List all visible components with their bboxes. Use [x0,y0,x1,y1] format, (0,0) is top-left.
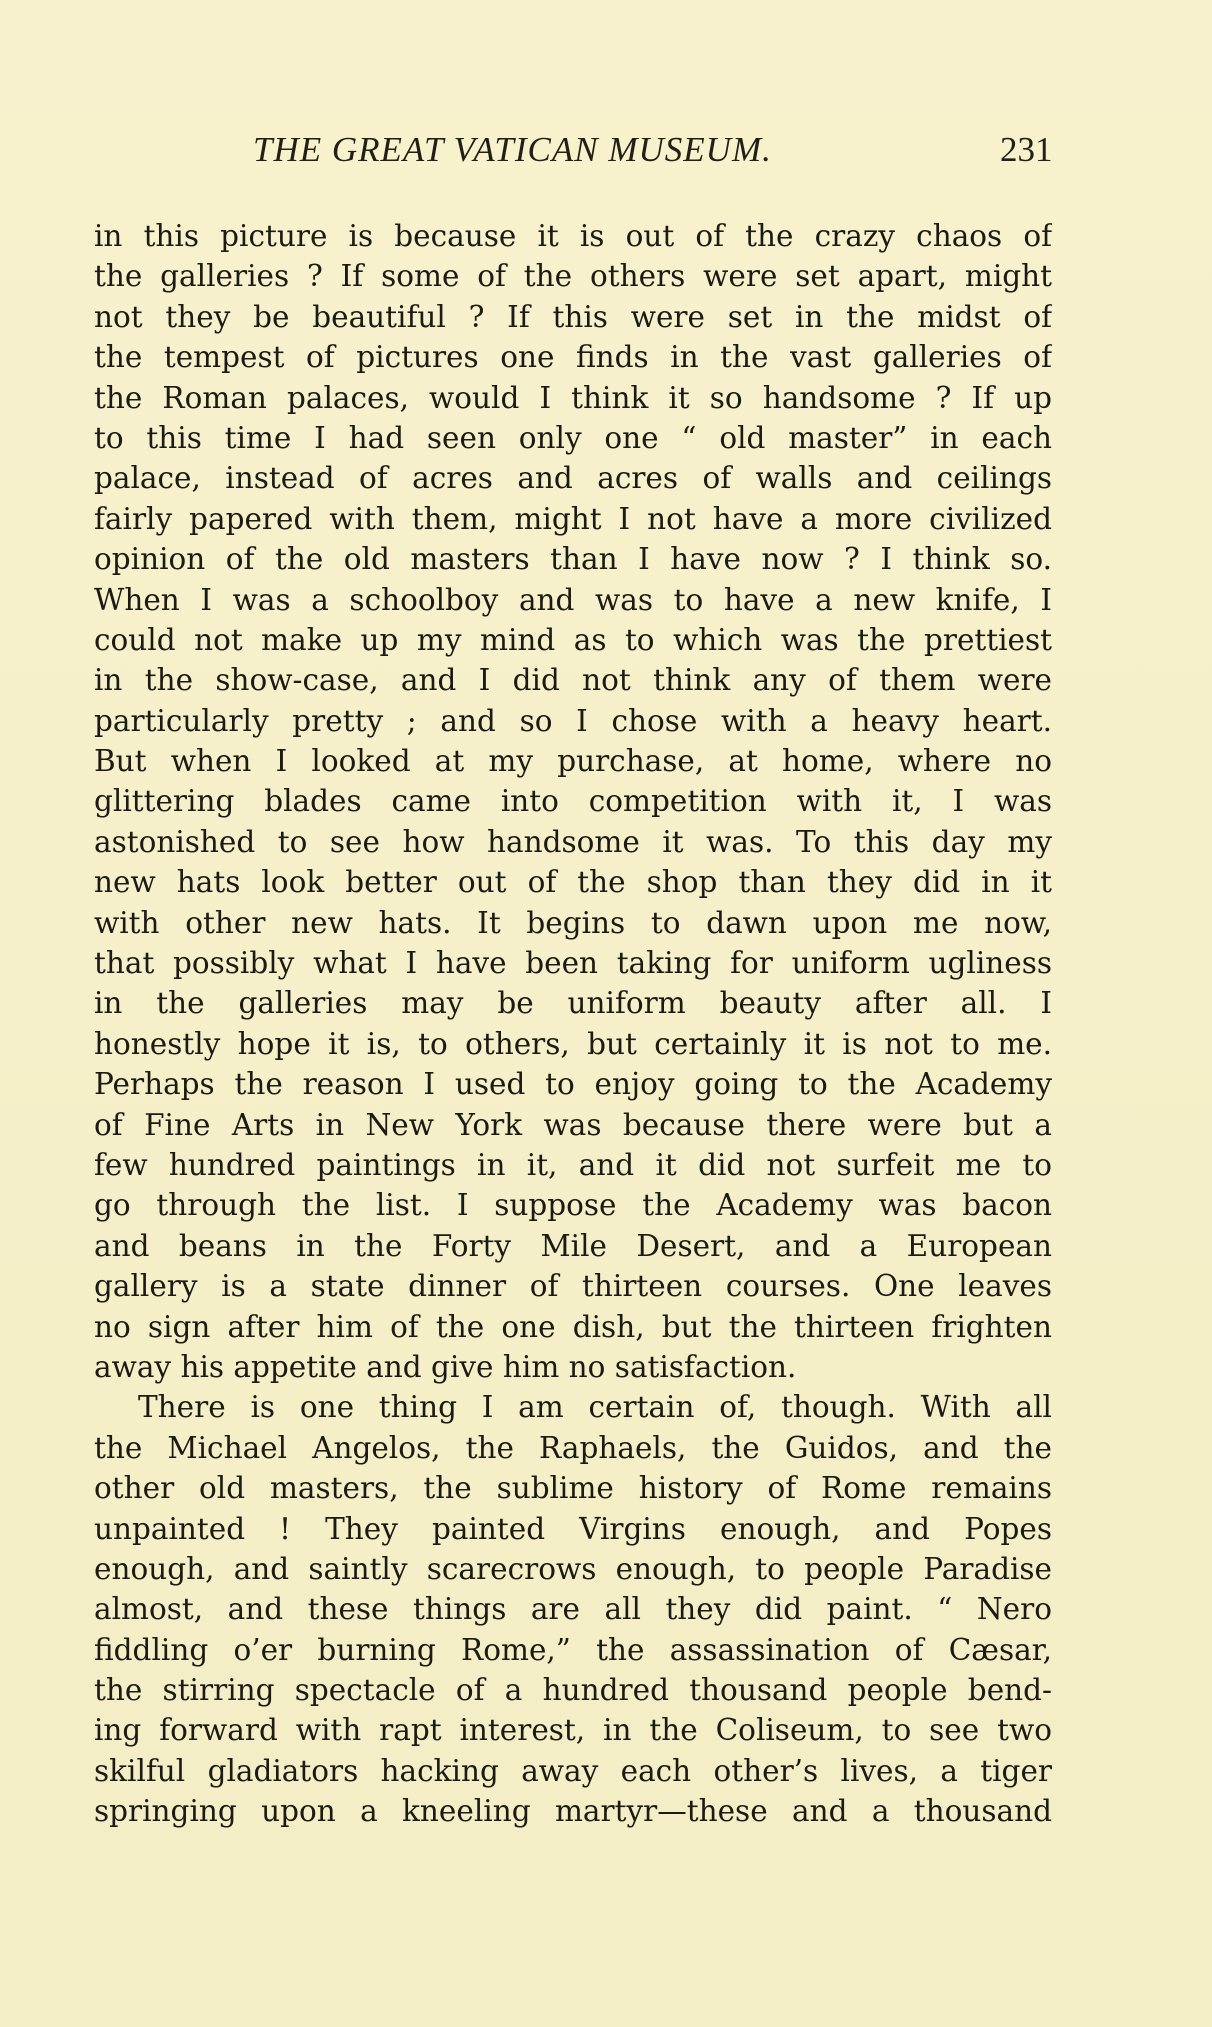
text-line: glittering blades came into competition with it, I was [94,784,1052,819]
text-line: the stirring spectacle of a hundred thousand people bend- [94,1673,1052,1708]
text-line: that possibly what I have been taking for uniform ugliness [94,946,1052,981]
text-line: go through the list. I suppose the Academy was bacon [94,1188,1052,1223]
text-line: not they be beautiful ? If this were set in the midst of [94,299,1052,334]
text-line: unpainted ! They painted Virgins enough, and Popes [94,1511,1052,1546]
text-line: the Roman palaces, would I think it so handsome ? If up [94,380,1052,415]
text-line: other old masters, the sublime history of Rome remains [94,1471,1052,1506]
text-line: in this picture is because it is out of the crazy chaos of [94,219,1052,253]
text-line: few hundred paintings in it, and it did not surfeit me to [94,1147,1052,1182]
text-line: in the galleries may be uniform beauty after all. I [94,986,1052,1021]
text-line: When I was a schoolboy and was to have a new knife, I [94,582,1052,617]
text-line: springing upon a kneeling martyr—these and a thousand [94,1794,1052,1829]
text-line: honestly hope it is, to others, but certainly it is not to me. [94,1026,1052,1061]
text-line: the galleries ? If some of the others were set apart, might [94,259,1052,294]
text-line: opinion of the old masters than I have now ? I think so. [94,542,1052,577]
text-line: to this time I had seen only one “ old master” in each [94,420,1052,455]
text-line: in the show-case, and I did not think any of them were [94,663,1052,698]
text-line: almost, and these things are all they did paint. “ Nero [94,1592,1052,1627]
text-line: particularly pretty ; and so I chose with a heavy heart. [94,703,1052,738]
text-line: There is one thing I am certain of, though. With all [138,1390,1052,1425]
text-line: away his appetite and give him no satisfaction. [94,1349,797,1384]
text-line: enough, and saintly scarecrows enough, to people Paradise [94,1551,1052,1586]
text-line: Perhaps the reason I used to enjoy going to the Academy [94,1067,1052,1102]
text-line: with other new hats. It begins to dawn upon me now, [94,905,1052,940]
text-line: of Fine Arts in New York was because there were but a [94,1107,1052,1142]
body-text [94,216,1052,1832]
text-line: fiddling o’er burning Rome,” the assassination of Cæsar, [94,1632,1052,1667]
running-title: THE GREAT VATICAN MUSEUM. [253,130,772,169]
text-line: could not make up my mind as to which was the prettiest [94,622,1052,657]
text-line: astonished to see how handsome it was. To this day my [94,824,1052,859]
page-number: 231 [1000,130,1053,169]
text-line: skilful gladiators hacking away each other’s lives, a tiger [94,1753,1052,1788]
text-line: fairly papered with them, might I not have a more civilized [94,501,1052,536]
text-line: ing forward with rapt interest, in the Coliseum, to see two [94,1713,1052,1748]
text-line: the Michael Angelos, the Raphaels, the Guidos, and the [94,1430,1052,1465]
text-line: and beans in the Forty Mile Desert, and a European [94,1228,1052,1263]
text-line: palace, instead of acres and acres of walls and ceilings [94,461,1052,496]
text-line: no sign after him of the one dish, but the thirteen frighten [94,1309,1052,1344]
text-line: new hats look better out of the shop than they did in it [94,865,1052,900]
text-line: gallery is a state dinner of thirteen courses. One leaves [94,1269,1052,1304]
text-line: the tempest of pictures one finds in the vast galleries of [94,340,1052,375]
text-line: But when I looked at my purchase, at home, where no [94,744,1052,779]
